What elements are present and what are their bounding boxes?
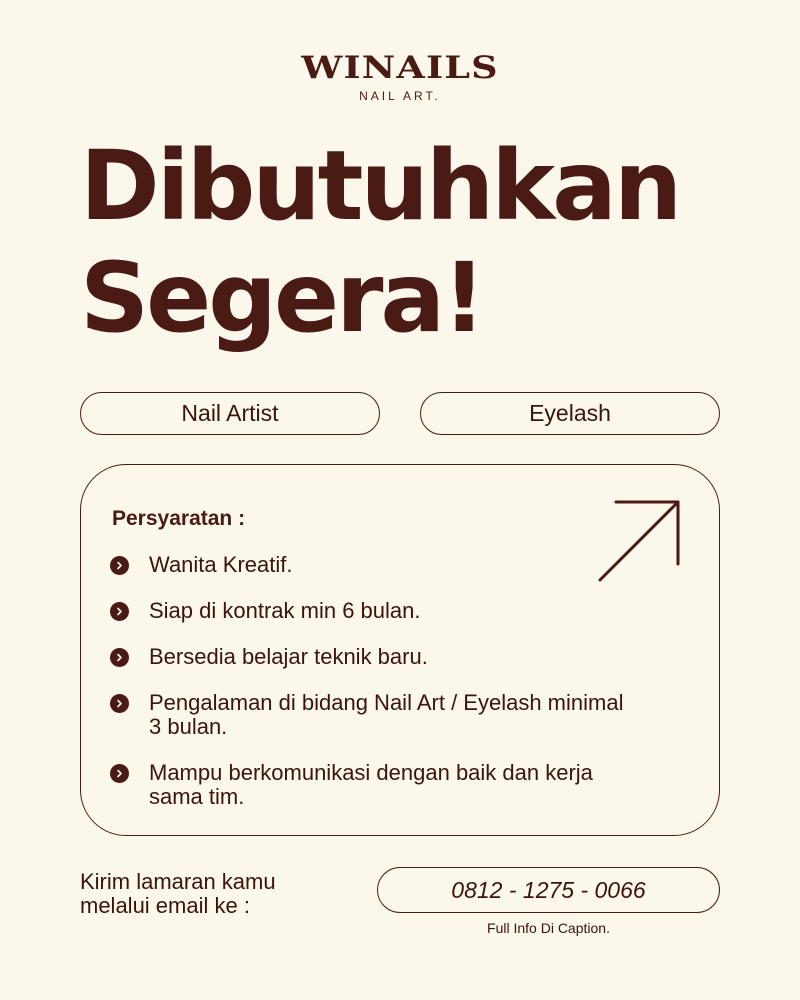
requirement-item bbox=[110, 761, 630, 809]
caption-note: Full Info Di Caption. bbox=[487, 920, 610, 936]
requirement-item bbox=[110, 599, 630, 623]
headline-line-1: Dibutuhkan bbox=[80, 130, 680, 242]
chevron-right-circle-icon bbox=[110, 648, 129, 667]
requirement-text: Wanita Kreatif. bbox=[149, 552, 293, 577]
brand-name: WINAILS bbox=[301, 50, 499, 86]
contact-instruction: Kirim lamaran kamu melalui email ke : bbox=[80, 869, 276, 918]
brand-tagline: NAIL ART. bbox=[359, 89, 441, 103]
requirement-item bbox=[110, 691, 630, 739]
requirement-item bbox=[110, 645, 630, 669]
chevron-right-circle-icon bbox=[110, 556, 129, 575]
chevron-right-circle-icon bbox=[110, 602, 129, 621]
chevron-right-circle-icon bbox=[110, 764, 129, 783]
position-pill-eyelash: Eyelash bbox=[420, 392, 720, 435]
requirement-text: Siap di kontrak min 6 bulan. bbox=[149, 598, 421, 623]
requirement-item bbox=[110, 553, 630, 577]
requirements-list bbox=[110, 553, 630, 831]
requirement-text: Bersedia belajar teknik baru. bbox=[149, 644, 428, 669]
brand-logo bbox=[0, 50, 800, 103]
requirement-text: Mampu berkomunikasi dengan baik dan kerja sama tim. bbox=[149, 760, 593, 809]
position-pill-nail-artist: Nail Artist bbox=[80, 392, 380, 435]
page-headline bbox=[80, 130, 760, 354]
requirement-text: Pengalaman di bidang Nail Art / Eyelash minimal 3 bulan. bbox=[149, 690, 624, 739]
requirements-title: Persyaratan : bbox=[112, 507, 246, 530]
chevron-right-circle-icon bbox=[110, 694, 129, 713]
phone-number-pill[interactable]: 0812 - 1275 - 0066 bbox=[377, 867, 720, 913]
headline-line-2: Segera! bbox=[80, 242, 483, 354]
